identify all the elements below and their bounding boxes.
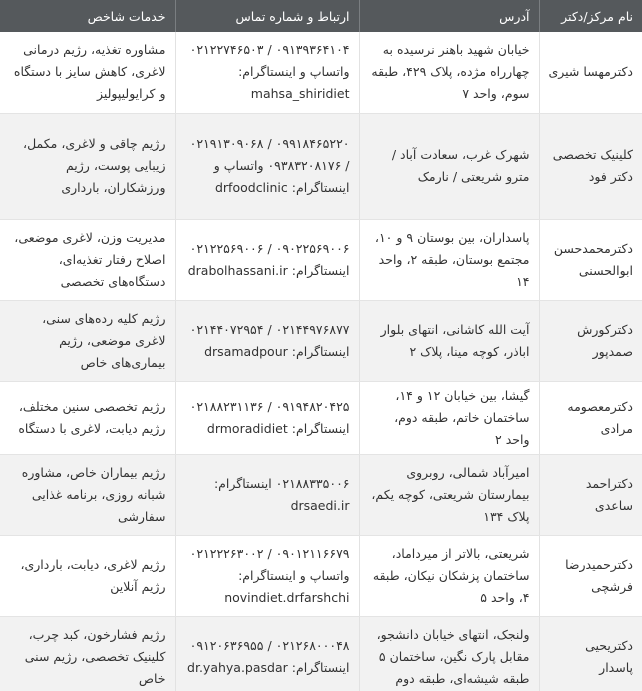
contact-text: ۰۹۰۱۲۱۱۶۶۷۹ / ۰۲۱۲۲۲۶۳۰۰۲ واتساپ و اینستاگرام: (189, 545, 350, 583)
table-row (0, 535, 642, 616)
cell-name: دکترمحمدحسن ابوالحسنی (539, 219, 642, 300)
table-row (0, 113, 642, 219)
cell-address: امیرآباد شمالی، روبروی بیمارستان شریعتی، کوچه یکم، پلاک ۱۳۴ (359, 454, 539, 535)
cell-services: مشاوره تغذیه، رژیم درمانی لاغری، کاهش سایز با دستگاه و کرایولیپولیز (0, 32, 175, 113)
cell-name: دکترکورش صمدپور (539, 300, 642, 381)
cell-contact (175, 616, 359, 691)
cell-address: ولنجک، انتهای خیابان دانشجو، مقابل پارک نگین، ساختمان ۵ طبقه شیشه‌ای، طبقه دوم (359, 616, 539, 691)
table-row (0, 219, 642, 300)
cell-contact (175, 219, 359, 300)
contact-text: ۰۲۱۲۶۸۰۰۰۴۸ / ۰۹۱۲۰۶۳۶۹۵۵ اینستاگرام: (189, 638, 350, 675)
instagram-handle: drsaedi.ir (290, 497, 350, 513)
cell-address: آیت الله کاشانی، انتهای بلوار اباذر، کوچه مینا، پلاک ۲ (359, 300, 539, 381)
contact-text: ۰۹۰۲۲۵۶۹۰۰۶ / ۰۲۱۲۲۵۶۹۰۰۶ اینستاگرام: (189, 240, 350, 278)
header-contact: ارتباط و شماره تماس (175, 0, 359, 32)
cell-services: رژیم تخصصی سنین مختلف، رژیم دیابت، لاغری با دستگاه (0, 381, 175, 454)
cell-services: مدیریت وزن، لاغری موضعی، اصلاح رفتار تغذیه‌ای، دستگاه‌های تخصصی (0, 219, 175, 300)
cell-name: دکترمهسا شیری (539, 32, 642, 113)
cell-contact (175, 300, 359, 381)
cell-contact (175, 381, 359, 454)
cell-contact (175, 113, 359, 219)
contact-text: ۰۹۱۳۹۳۶۴۱۰۴ / ۰۲۱۲۲۷۴۶۵۰۳ واتساپ و اینستاگرام: (189, 42, 350, 80)
cell-name: دکتریحیی پاسدار (539, 616, 642, 691)
header-address: آدرس (359, 0, 539, 32)
instagram-handle: mahsa_shiridiet (250, 86, 350, 102)
cell-address: خیابان شهید باهنر نرسیده به چهارراه مژده، پلاک ۴۲۹، طبقه سوم، واحد ۷ (359, 32, 539, 113)
cell-address: شهرک غرب، سعادت آباد / مترو شریعتی / نارمک (359, 113, 539, 219)
instagram-handle: drmoradidiet (206, 420, 288, 436)
instagram-handle: drsamadpour (204, 343, 288, 359)
cell-name: دکترحمیدرضا فرشچی (539, 535, 642, 616)
cell-services: رژیم فشارخون، کبد چرب، کلینیک تخصصی، رژیم سنی خاص (0, 616, 175, 691)
cell-name: دکتراحمد ساعدی (539, 454, 642, 535)
cell-services: رژیم لاغری، دیابت، بارداری، رژیم آنلاین (0, 535, 175, 616)
table-row (0, 454, 642, 535)
instagram-handle: dr.yahya.pasdar (187, 660, 288, 675)
table-row (0, 381, 642, 454)
header-services: خدمات شاخص (0, 0, 175, 32)
contact-text: ۰۲۱۴۴۹۷۶۸۷۷ / ۰۲۱۴۴۰۷۲۹۵۴ اینستاگرام: (189, 321, 350, 359)
instagram-handle: drfoodclinic (214, 180, 288, 195)
table-row (0, 300, 642, 381)
cell-services: رژیم چاقی و لاغری، مکمل، زیبایی پوست، رژیم ورزشکاران، بارداری (0, 113, 175, 219)
instagram-handle: drabolhassani.ir (187, 262, 288, 278)
cell-services: رژیم بیماران خاص، مشاوره شبانه روزی، برنامه غذایی سفارشی (0, 454, 175, 535)
cell-services: رژیم کلیه رده‌های سنی، لاغری موضعی، رژیم بیماری‌های خاص (0, 300, 175, 381)
table-row (0, 616, 642, 691)
cell-address: شریعتی، بالاتر از میرداماد، ساختمان پزشکان نیکان، طبقه ۴، واحد ۵ (359, 535, 539, 616)
cell-contact (175, 535, 359, 616)
cell-address: پاسداران، بین بوستان ۹ و ۱۰، مجتمع بوستان، طبقه ۲، واحد ۱۴ (359, 219, 539, 300)
header-name: نام مرکز/دکتر (539, 0, 642, 32)
cell-address: گیشا، بین خیابان ۱۲ و ۱۴، ساختمان خاتم، طبقه دوم، واحد ۲ (359, 381, 539, 454)
cell-contact (175, 32, 359, 113)
contact-text: ۰۲۱۸۸۳۳۵۰۰۶ اینستاگرام: (213, 475, 350, 491)
table-body (0, 32, 642, 691)
instagram-handle: novindiet.drfarshchi (224, 589, 350, 605)
cell-name: دکترمعصومه مرادی (539, 381, 642, 454)
contact-text: ۰۹۹۱۸۴۶۵۲۲۰ / ۰۲۱۹۱۳۰۹۰۶۸ / ۰۹۳۸۳۲۰۸۱۷۶ واتساپ و اینستاگرام: (189, 136, 350, 195)
table-row (0, 32, 642, 113)
cell-name: کلینیک تخصصی دکتر فود (539, 113, 642, 219)
table-header (0, 0, 642, 32)
contact-text: ۰۹۱۹۴۸۲۰۴۲۵ / ۰۲۱۸۸۲۳۱۱۳۶ اینستاگرام: (189, 398, 350, 436)
header-row (0, 0, 642, 32)
cell-contact (175, 454, 359, 535)
